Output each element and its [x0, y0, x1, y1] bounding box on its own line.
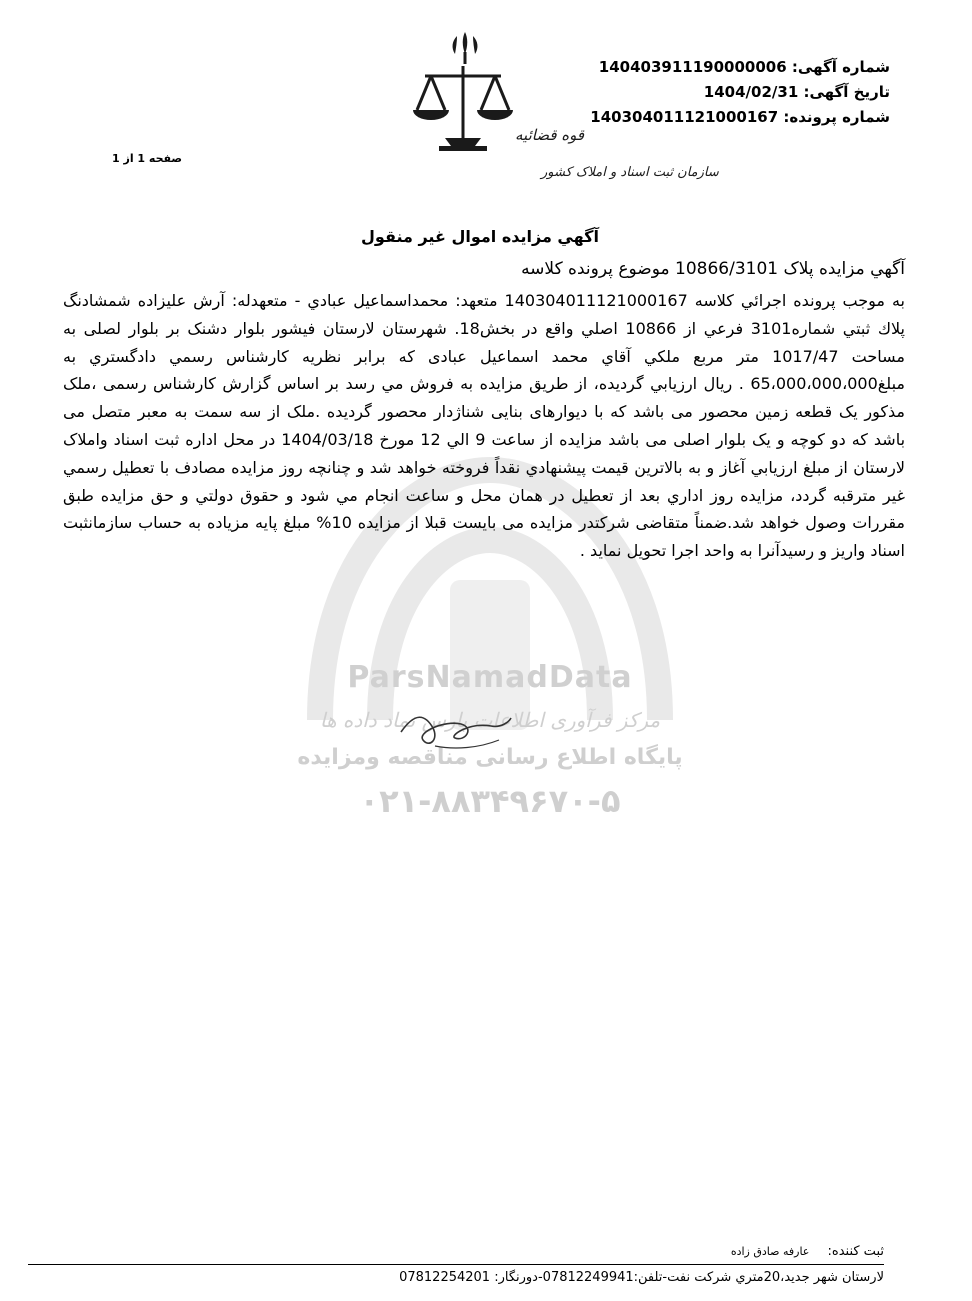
signature: [395, 702, 515, 762]
watermark-brand: ParsNamadData: [347, 660, 633, 695]
notice-date-label: تاریخ آگهی:: [803, 83, 890, 101]
emblem-org-line2: سازمان ثبت اسناد و املاک کشور: [541, 165, 719, 180]
case-number-label: شماره پرونده:: [783, 108, 890, 126]
notice-date: 1404/02/31: [703, 83, 799, 101]
office-address: لارستان شهر جديد،20متري شركت نفت-تلفن:07812249941-دورنگار: 07812254201: [399, 1270, 884, 1285]
notice-title: آگهي مزايده اموال غير منقول: [361, 227, 599, 246]
notice-number-row: [560, 55, 890, 80]
registrar-name: عارفه صادق زاده: [730, 1245, 810, 1258]
watermark-phone: ۰۲۱-۸۸۳۴۹۶۷۰-۵: [359, 782, 621, 820]
watermark-line-2: پایگاه اطلاع رسانی مناقصه ومزایده: [297, 745, 683, 770]
notice-number-label: شماره آگهی:: [791, 58, 890, 76]
watermark-line-1: مرکز فرآوری اطلاعات پارس نماد داده ها: [319, 708, 661, 732]
case-number: 140304011121000167: [590, 108, 779, 126]
registrar-label: ثبت کننده:: [827, 1244, 884, 1259]
notice-meta: [560, 55, 890, 130]
notice-body: به موجب پرونده اجرائي کلاسه 140304011121000167 متعهد: محمداسماعیل عبادي - متعهدله: آرش علیزاده شمشادنگ پلاك ثبتي شماره3101 فرعي از 10866 اصلي واقع در بخش18. شهرستان لارستان فیشور بلوار دشنک بر بلوار لصلی به مساحت 1017/47 متر مربع ملكي آقاي محمد اسماعیل عبادی که برابر نظریه کارشناس رسمي دادگستري به مبلغ65،000،000،000 . ريال ارزيابي گرديده، از طريق مزايده به فروش مي رسد بر اساس گزارش کارشناس رسمی ،ملک مذکور یک قطعه زمین محصور می باشد که با دیوارهای بنایی شناژدار محصور گردیده .ملک از سه سمت به معبر متصل می باشد که دو کوچه و یک بلوار اصلی می باشد مزايده از ساعت 9 الي 12 مورخ 1404/03/18 در محل اداره ثبت اسناد واملاک لارستان از مبلغ ارزيابي آغاز و به بالاترين قيمت پيشنهادي نقداً فروخته خواهد شد و چنانچه روز مزايده مصادف با تعطيل رسمي غير مترقبه گردد، مزايده روز اداري بعد از تعطيل در همان محل و ساعت انجام مي شود و حقوق دولتي و حق مزايده طبق مقررات وصول خواهد شد.ضمناً متقاضی شرکتدر مزایده می بایست قبلا از مزایده 10% مبلغ پایه مزیاده به حساب سازمانثبت اسناد واریز و رسیدآنرا به واحد اجرا تحویل نماید .: [63, 291, 906, 561]
notice-date-row: [560, 80, 890, 105]
notice-number: 140403911190000006: [598, 58, 787, 76]
emblem-org-line1: قوه قضائیه: [515, 126, 585, 144]
page-count: صفحه 1 از 1: [112, 152, 183, 165]
footer-divider: [28, 1264, 884, 1265]
notice-subject: آگهي مزايده پلاک 10866/3101 موضوع پرونده کلاسه: [521, 259, 905, 279]
registrar: [28, 1244, 884, 1259]
case-number-row: [560, 105, 890, 130]
